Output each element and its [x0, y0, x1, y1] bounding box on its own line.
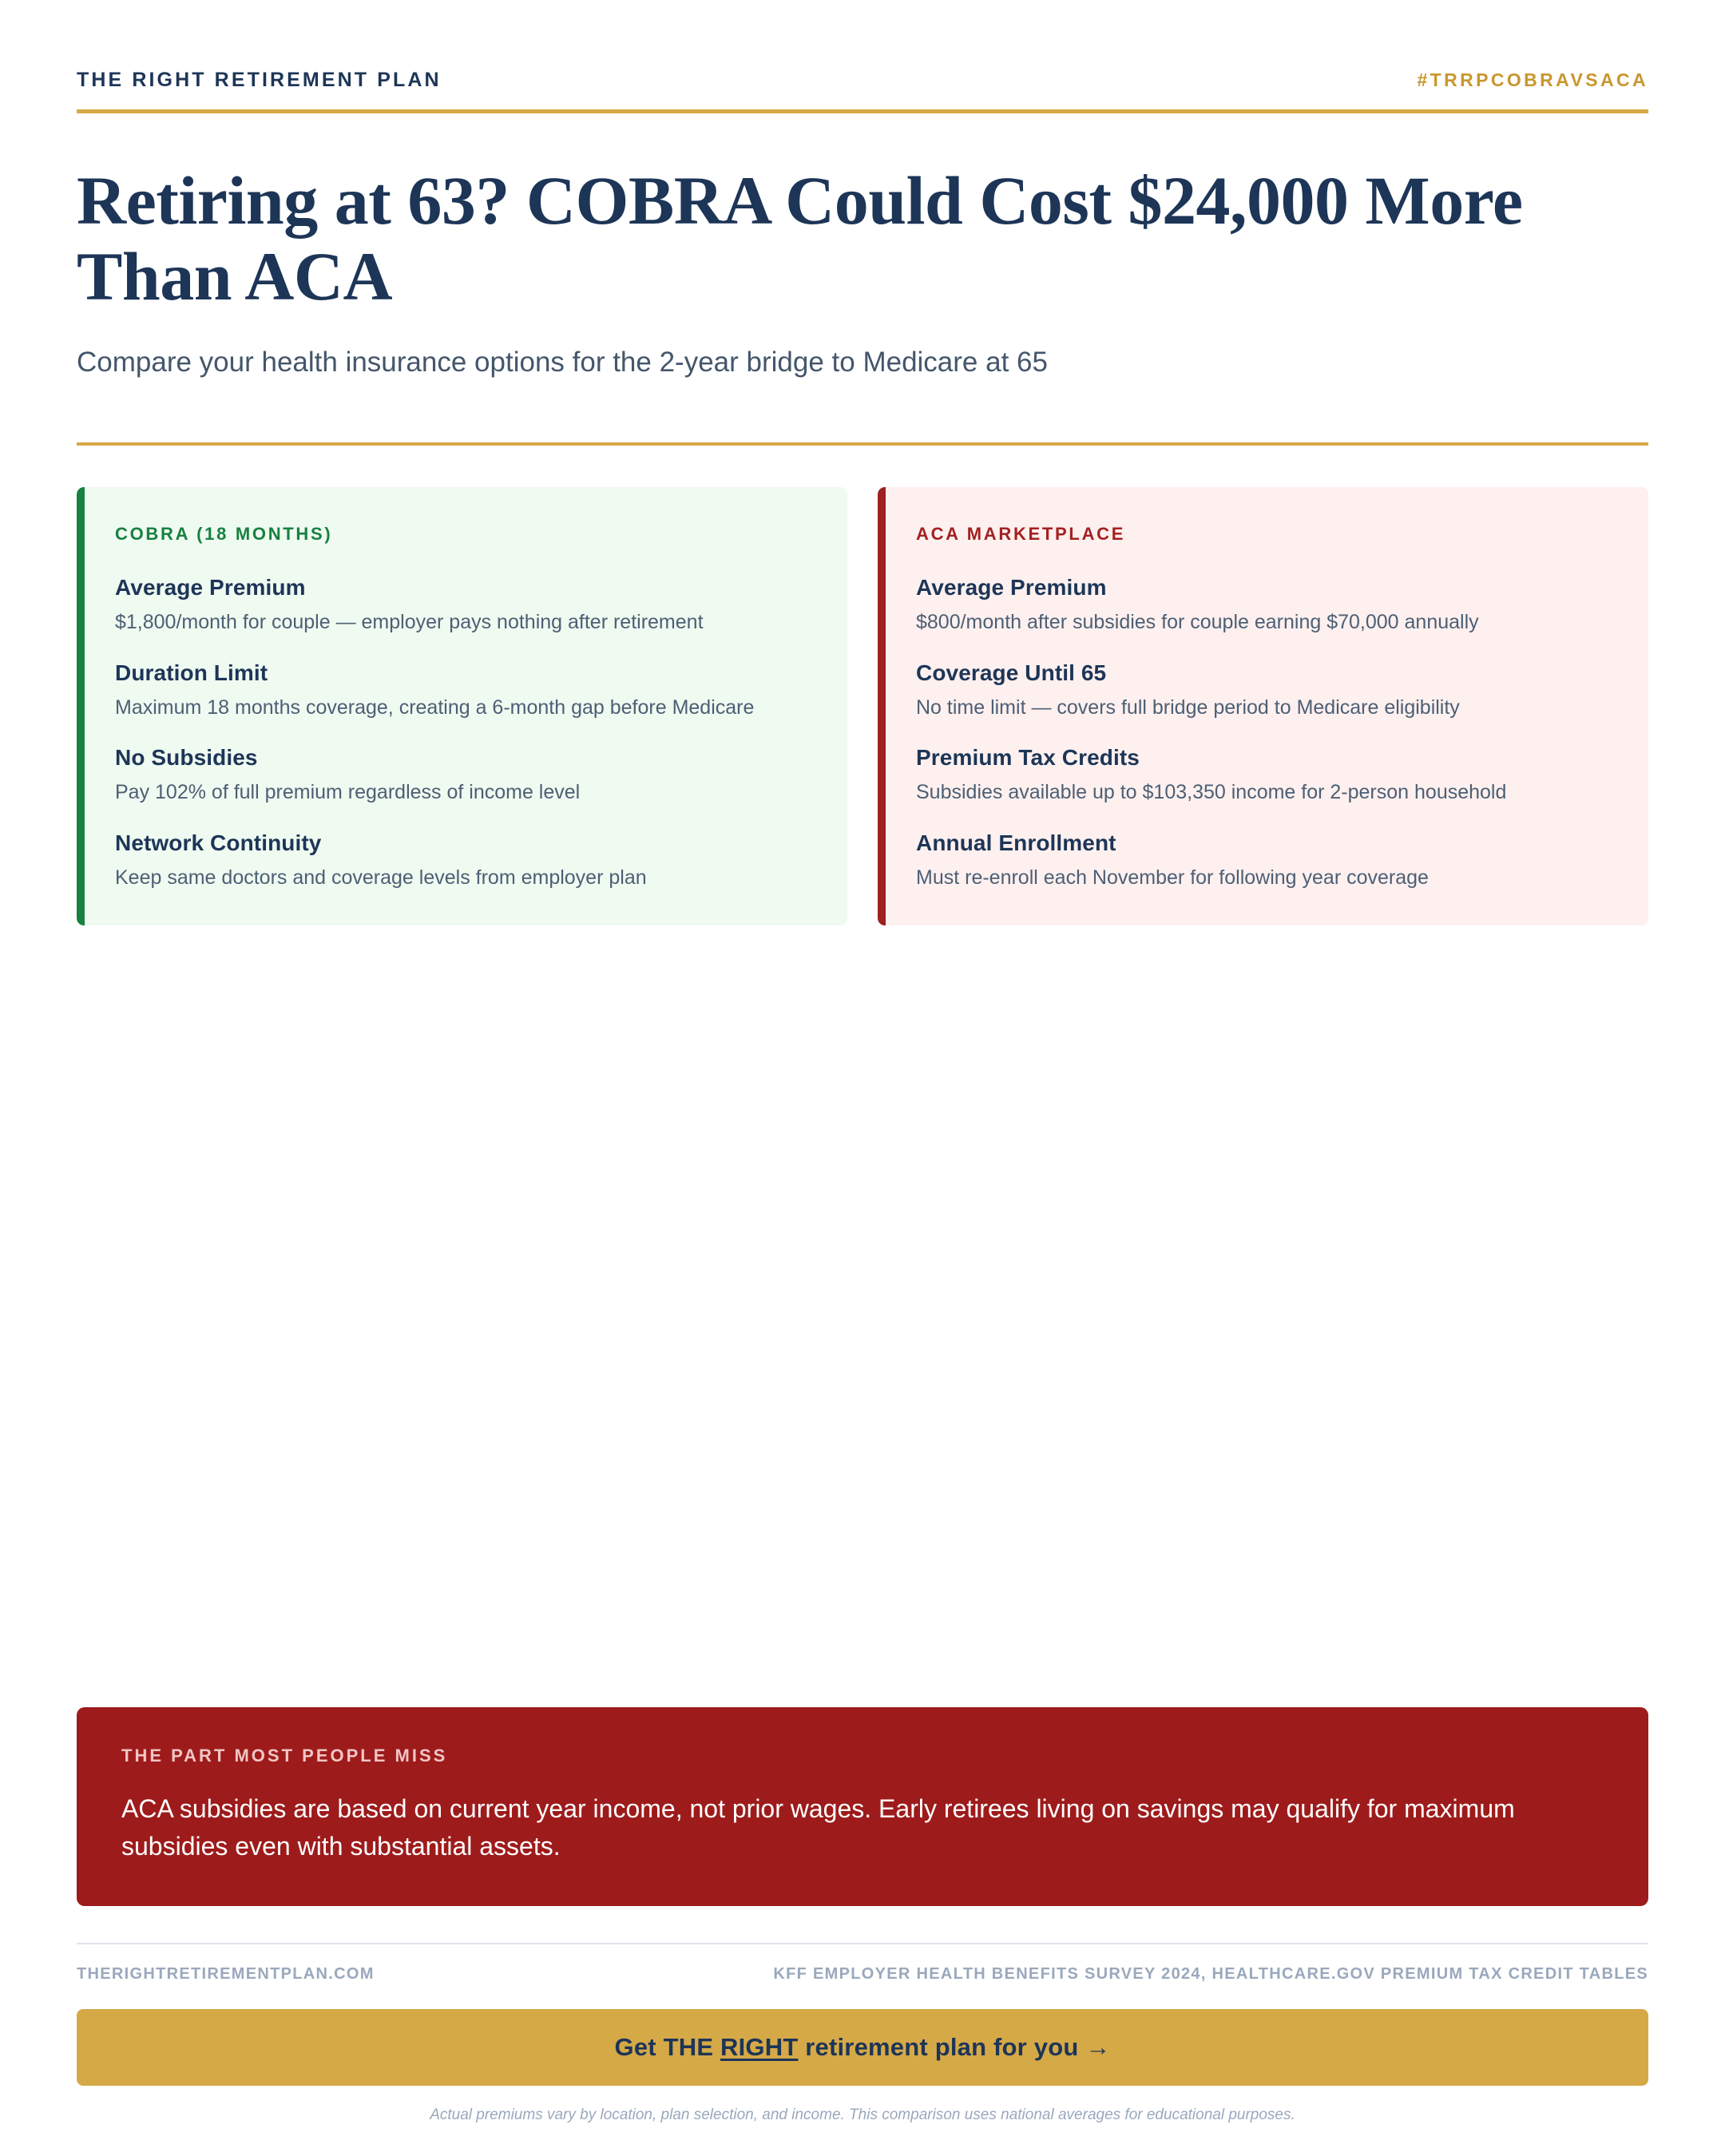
- cta-text-underline: RIGHT: [720, 2033, 799, 2061]
- cta-text-post: retirement plan for you →: [798, 2033, 1111, 2061]
- aca-feature: [916, 830, 1610, 892]
- cobra-feature: [115, 830, 809, 892]
- feature-description: $1,800/month for couple — employer pays nothing after retirement: [115, 610, 704, 633]
- feature-title: Annual Enrollment: [916, 830, 1116, 856]
- feature-title: Average Premium: [115, 574, 306, 600]
- cobra-feature: [115, 575, 809, 636]
- aca-feature: [916, 745, 1610, 807]
- feature-description: Subsidies available up to $103,350 income for 2-person household: [916, 781, 1507, 804]
- feature-title: Coverage Until 65: [916, 660, 1107, 685]
- cobra-card: [77, 487, 847, 925]
- footer-website: THERIGHTRETIREMENTPLAN.COM: [77, 1965, 375, 1983]
- feature-description: No time limit — covers full bridge period to Medicare eligibility: [916, 696, 1460, 719]
- key-insight-callout: [77, 1707, 1648, 1906]
- footer-sources: KFF EMPLOYER HEALTH BENEFITS SURVEY 2024, HEALTHCARE.GOV PREMIUM TAX CREDIT TABLES: [773, 1965, 1648, 1983]
- aca-card-eyebrow: ACA MARKETPLACE: [916, 523, 1126, 544]
- brand-name: THE RIGHT RETIREMENT PLAN: [77, 69, 442, 91]
- feature-description: $800/month after subsidies for couple earning $70,000 annually: [916, 610, 1479, 633]
- cobra-card-eyebrow: COBRA (18 MONTHS): [115, 523, 333, 544]
- hashtag-label: #TRRPCOBRAVSACA: [1417, 69, 1648, 90]
- footer-meta: [77, 1944, 1648, 1984]
- header-divider: [77, 109, 1648, 113]
- feature-title: No Subsidies: [115, 745, 258, 771]
- feature-description: Pay 102% of full premium regardless of income level: [115, 781, 581, 804]
- cta-text-pre: Get THE: [614, 2033, 721, 2061]
- disclaimer-text: Actual premiums vary by location, plan selection, and income. This comparison uses national averages for educational purposes.: [430, 2106, 1295, 2123]
- page-subtitle: Compare your health insurance options for the 2-year bridge to Medicare at 65: [77, 347, 1048, 378]
- comparison-cards: [77, 487, 1648, 925]
- feature-title: Network Continuity: [115, 830, 322, 856]
- aca-feature: [916, 660, 1610, 722]
- feature-description: Must re-enroll each November for following year coverage: [916, 866, 1429, 890]
- layout-spacer: [77, 925, 1648, 1707]
- feature-title: Premium Tax Credits: [916, 745, 1140, 771]
- cta-label: [615, 2033, 1111, 2062]
- brand-bar: [77, 0, 1648, 92]
- feature-description: Maximum 18 months coverage, creating a 6-month gap before Medicare: [115, 696, 755, 719]
- page-title: Retiring at 63? COBRA Could Cost $24,000 More Than ACA: [77, 162, 1523, 315]
- feature-title: Duration Limit: [115, 660, 268, 685]
- cta-button[interactable]: [77, 2009, 1648, 2086]
- callout-eyebrow: THE PART MOST PEOPLE MISS: [121, 1746, 448, 1766]
- title-divider: [77, 442, 1648, 446]
- cobra-feature: [115, 745, 809, 807]
- aca-feature: [916, 575, 1610, 636]
- feature-title: Average Premium: [916, 574, 1107, 600]
- cobra-feature: [115, 660, 809, 722]
- callout-body: ACA subsidies are based on current year income, not prior wages. Early retirees living on savings may qualify for maximum subsidies even with substantial assets.: [121, 1794, 1515, 1861]
- feature-description: Keep same doctors and coverage levels from employer plan: [115, 866, 647, 890]
- aca-card: [878, 487, 1648, 925]
